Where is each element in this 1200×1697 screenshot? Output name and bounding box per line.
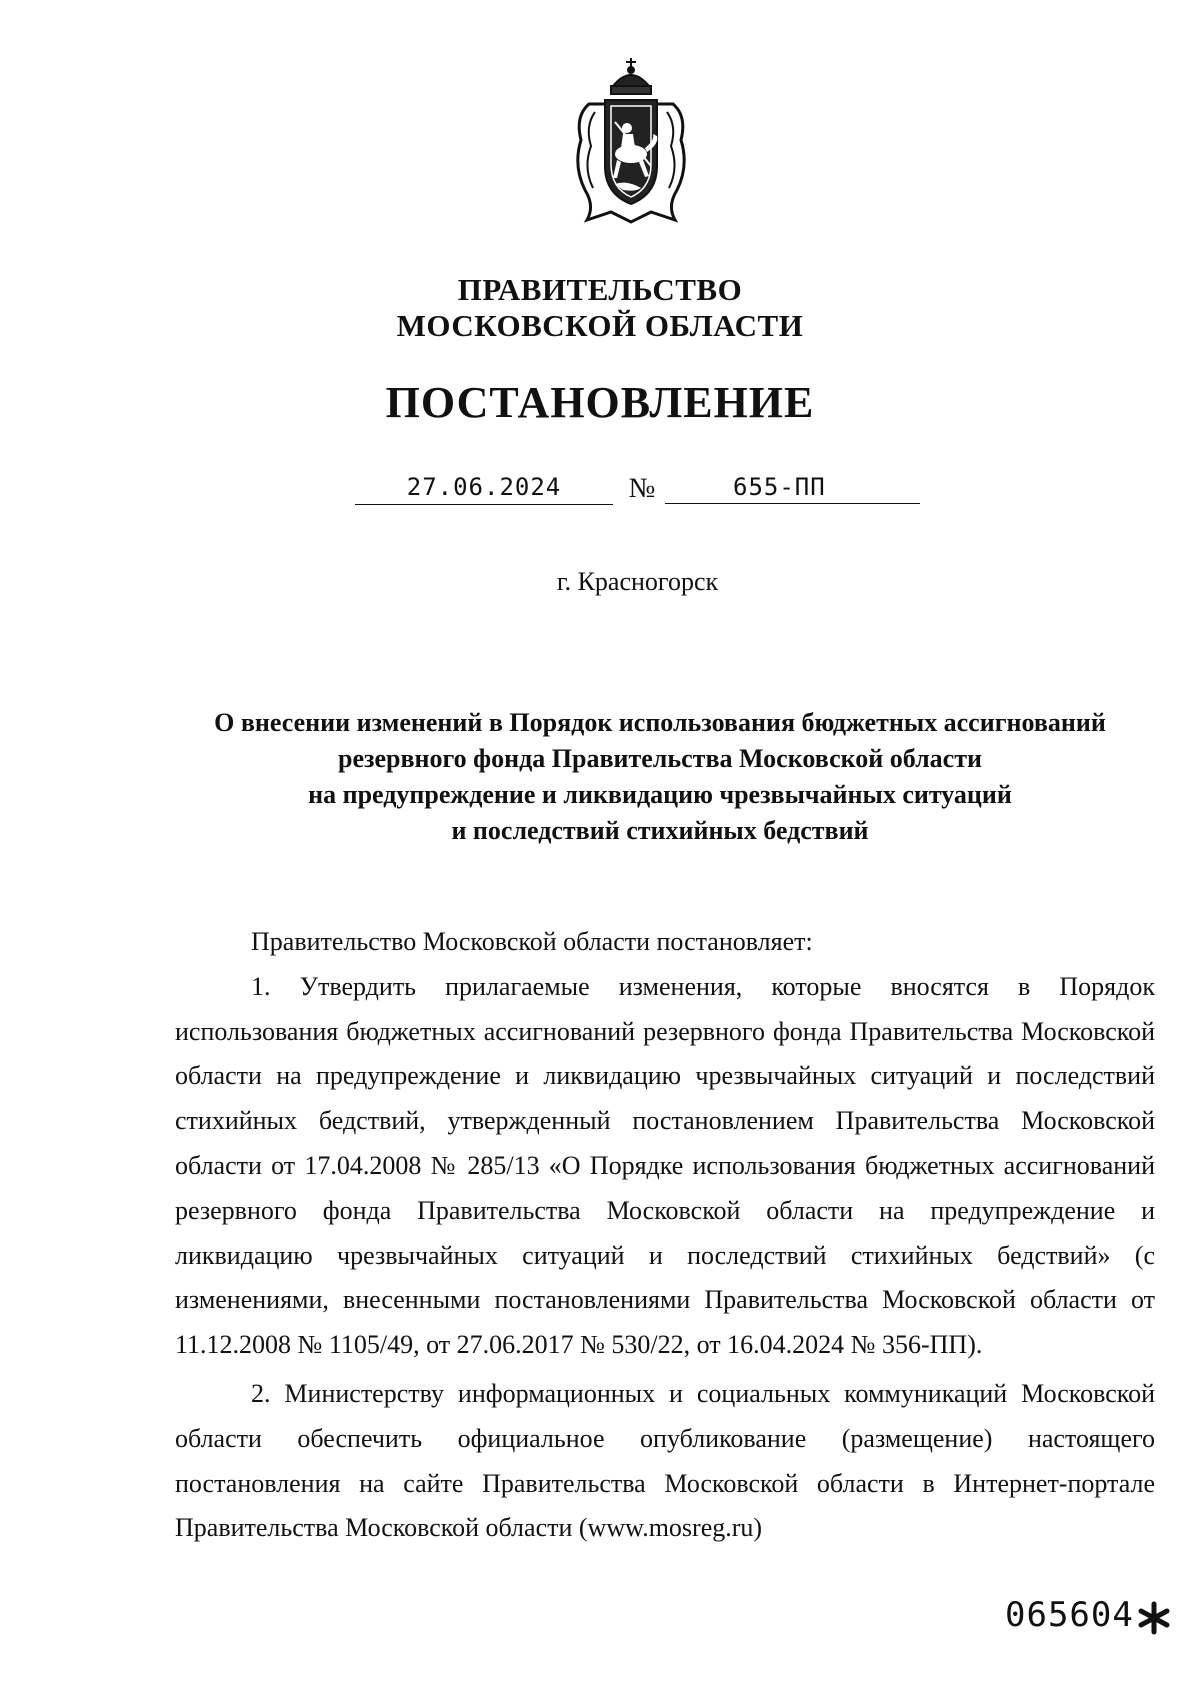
document-date: 27.06.2024 (355, 470, 613, 505)
document-body (175, 920, 1155, 1551)
body-item-2: 2. Министерству информационных и социальных коммуникаций Московской области обеспечить официальное опубликование (размещение) настоящего постановления на сайте Правительства Московской области в Интернет-портале Правительства Московской области (www.mosreg.ru) (175, 1378, 1155, 1543)
asterisk-icon (1136, 1600, 1172, 1636)
org-name-line1: ПРАВИТЕЛЬСТВО (457, 272, 743, 307)
document-subject (160, 705, 1160, 849)
org-name-line2: МОСКОВСКОЙ ОБЛАСТИ (396, 308, 804, 343)
subject-line: О внесении изменений в Порядок использования бюджетных ассигнований (214, 708, 1106, 737)
coat-of-arms-icon (565, 56, 697, 226)
body-item-1: 1. Утвердить прилагаемые изменения, которые вносятся в Порядок использования бюджетных ассигнований резервного фонда Правительства Московской области на предупреждение и ликвидацию чрезвычайных ситуаций и последствий стихийных бедствий, утвержденный постановлением Правительства Московской области от 17.04.2008 № 285/13 «О Порядке использования бюджетных ассигнований резервного фонда Правительства Московской области на предупреждение и ликвидацию чрезвычайных ситуаций и последствий стихийных бедствий» (с изменениями, внесенными постановлениями Правительства Московской области от 11.12.2008 № 1105/49, от 27.06.2017 № 530/22, от 16.04.2024 № 356-ПП). (175, 971, 1155, 1360)
subject-line: на предупреждение и ликвидацию чрезвычайных ситуаций (308, 780, 1012, 809)
city-line: г. Красногорск (556, 567, 719, 596)
body-intro: Правительство Московской области постановляет: (251, 927, 813, 956)
document-type: ПОСТАНОВЛЕНИЕ (385, 378, 815, 427)
number-sign: № (628, 473, 656, 504)
form-serial-number: 065604 (1005, 1595, 1134, 1635)
subject-line: резервного фонда Правительства Московской области (338, 744, 982, 773)
subject-line: и последствий стихийных бедствий (451, 816, 869, 845)
document-number: 655-ПП (665, 470, 920, 504)
